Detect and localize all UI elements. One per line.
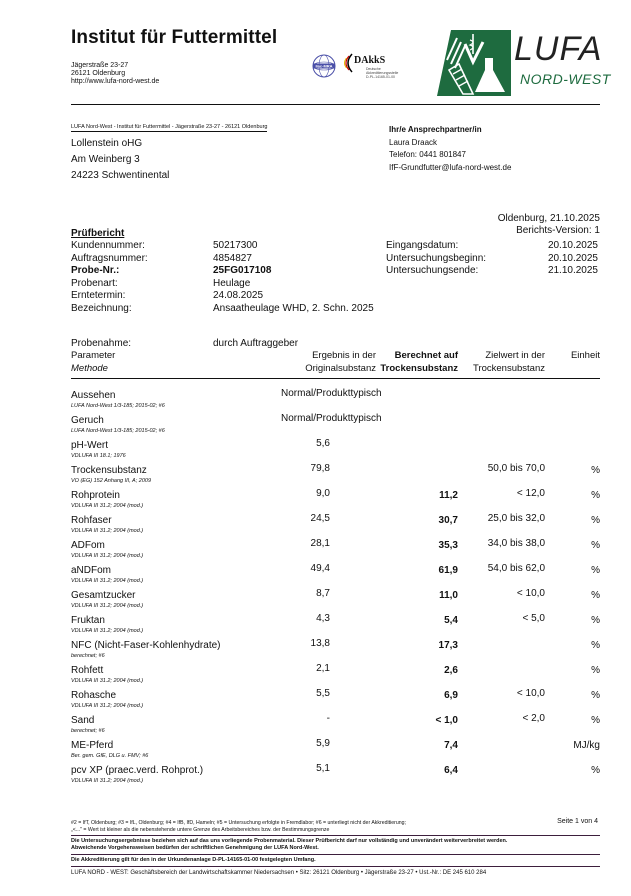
value-target: 50,0 bis 70,0 [487,463,545,474]
value-dry-matter: 2,6 [444,665,458,676]
parameter-method: VDLUFA III 31.2; 2004 (mod.) [71,628,144,634]
value-dry-matter: 11,2 [439,490,458,501]
parameter-name: aNDFom [71,565,112,576]
field-value: 25FG017108 [213,265,272,277]
parameter-method: VDLUFA III 31.2; 2004 (mod.) [71,678,144,684]
value-target: < 10,0 [516,588,545,599]
date-label: Untersuchungsende: [386,265,479,277]
parameter-method: LUFA Nord-West 1/3-185; 2015-02; #6 [71,403,165,409]
date-value: 20.10.2025 [547,240,598,251]
date-row [386,240,598,253]
value-target: < 5,0 [522,613,545,624]
recipient-name: Lollenstein oHG [71,138,143,149]
parameter-name: pcv XP (praec.verd. Rohprot.) [71,765,204,776]
value-dry-matter: 61,9 [438,565,458,576]
table-row [71,440,600,465]
value-unit: % [591,640,600,651]
table-row [71,715,600,740]
parameter-name: Trockensubstanz [71,465,147,476]
col-header-target [473,350,545,375]
notice-line: Die Untersuchungsergebnisse beziehen sich auf das uns vorliegende Probenmaterial. Dieser Prüfbericht darf nur vollständig und unverändert weiterverbreitet werden. [71,838,508,844]
col-header-original [305,350,376,375]
date-row [386,253,598,266]
dakks-subtext [366,67,398,79]
sender-line: LUFA Nord-West - Institut für Futtermittel - Jägerstraße 23-27 - 26121 Oldenburg [71,124,268,130]
field-row [71,265,374,278]
parameter-name: NFC (Nicht-Faser-Kohlenhydrate) [71,640,221,651]
field-label: Bezeichnung: [71,302,132,314]
address-city: 26121 Oldenburg [71,70,126,77]
footer-line: LUFA NORD - WEST: Geschäftsbereich der Landwirtschaftskammer Niedersachsen • Sitz: 26121 Oldenburg • Jägerstraße 23-27 • Ust.-Nr.: DE 245 610 284 [71,870,487,876]
value-dry-matter: 30,7 [438,515,458,526]
website-link[interactable]: http://www.lufa-nord-west.de [71,78,160,85]
table-row [71,540,600,565]
field-value: 4854827 [213,252,252,264]
field-row [71,290,374,303]
table-row [71,740,600,765]
table-row [71,465,600,490]
value-unit: MJ/kg [573,740,600,751]
field-value: Heulage [213,277,251,289]
table-row [71,615,600,640]
report-date: Oldenburg, 21.10.2025 [497,213,600,224]
dakks-name: DAkkS [354,55,386,66]
value-target: 25,0 bis 32,0 [487,513,545,524]
lufa-wordmark: LUFA [514,30,603,68]
parameter-method: LUFA Nord-West 1/3-185; 2015-02; #6 [71,428,165,434]
dakks-sub-line: Deutsche [366,67,381,71]
col-header-line: Originalsubstanz [305,362,376,374]
value-original: 5,1 [316,763,330,774]
value-dry-matter: 35,3 [438,540,458,551]
field-value: 24.08.2025 [213,290,264,302]
col-header-line: Ergebnis in der [312,350,376,361]
page-indicator: Seite 1 von 4 [557,818,598,825]
sampling-label: Probenahme: [71,338,132,349]
parameter-name: ADFom [71,540,105,551]
table-row [71,765,600,790]
value-unit: % [591,615,600,626]
parameter-method: VDLUFA III 31.2; 2004 (mod.) [71,603,144,609]
parameter-name: Rohprotein [71,490,120,501]
parameter-method: VDLUFA III 18.1; 1976 [71,453,126,459]
ilac-text: ilac-MRA [315,63,333,69]
dakks-logo [342,53,412,83]
parameter-name: ME-Pferd [71,740,114,751]
date-label: Untersuchungsbeginn: [386,252,487,264]
value-target: 54,0 bis 62,0 [487,563,545,574]
legend-line: #2 = IfT, Oldenburg; #3 = IfL, Oldenburg; #4 = IfB, IfD, Hameln; #5 = Untersuchung erfolgte in Fremdlabor; #6 = unterliegt nicht der Akkreditierung; [71,820,406,826]
contact-heading: Ihr/e Ansprechpartner/in [389,125,482,134]
table-row [71,665,600,690]
field-label: Probe-Nr.: [71,265,120,277]
col-header-line: Trockensubstanz [380,362,458,374]
field-row [71,303,374,316]
institute-address [71,62,159,86]
lufa-emblem-icon [437,30,511,96]
date-value: 21.10.2025 [547,265,598,277]
field-row [71,278,374,291]
date-label: Eingangsdatum: [386,240,459,251]
col-header-parameter: Parameter [71,350,116,361]
contact-email[interactable]: IfF-Grundfutter@lufa-nord-west.de [389,162,512,172]
address-street: Jägerstraße 23-27 [71,62,129,69]
value-original: 4,3 [316,613,330,624]
col-header-unit: Einheit [570,350,600,361]
parameter-method: VO (EG) 152 Anhang III, A; 2009 [71,478,151,484]
table-row [71,415,600,440]
col-header-method: Methode [71,363,108,374]
value-unit: % [591,465,600,476]
value-unit: % [591,715,600,726]
value-unit: % [591,690,600,701]
value-unit: % [591,665,600,676]
recipient-city: 24223 Schwentinental [71,170,170,181]
table-row [71,690,600,715]
parameter-method: Ber. gem. GfE, DLG u. FMV; #6 [71,753,149,759]
col-header-line: Zielwert in der [485,350,545,361]
dakks-sub-line: Akkreditierungsstelle [366,71,399,75]
date-value: 20.10.2025 [547,252,598,264]
parameter-method: VDLUFA III 31.2; 2004 (mod.) [71,553,144,559]
legend-line: „<..." = Wert ist kleiner als die nebenstehende untere Grenze des Arbeitsbereiches bzw. der Bestimmungsgrenze [71,826,330,833]
value-unit: % [591,590,600,601]
field-value: Ansaatheulage WHD, 2. Schn. 2025 [213,302,374,314]
header-divider [71,104,600,105]
value-original: 5,9 [316,738,330,749]
col-header-line: Trockensubstanz [473,362,545,374]
results-table-header [71,350,600,379]
dakks-sub-line: D-PL-14165-01-00 [366,75,395,79]
footer-divider [71,866,600,867]
field-label: Probenart: [71,277,118,289]
value-original: - [326,713,330,724]
parameter-method: VDLUFA III 31.2; 2004 (mod.) [71,503,144,509]
col-header-dry [380,350,458,375]
value-original: 49,4 [310,563,330,574]
ilac-mra-logo [311,54,337,78]
value-dry-matter: 6,9 [444,690,458,701]
value-target: < 10,0 [516,688,545,699]
parameter-name: Rohfett [71,665,104,676]
report-dates [386,240,598,278]
value-dry-matter: 17,3 [438,640,458,651]
value-original: 13,8 [310,638,330,649]
value-dry-matter: 11,0 [439,590,458,601]
report-heading: Prüfbericht [71,228,125,239]
field-label: Kundennummer: [71,240,145,251]
value-original: 2,1 [316,663,330,674]
footer-divider [71,854,600,855]
table-row [71,640,600,665]
table-row [71,590,600,615]
parameter-name: Sand [71,715,95,726]
parameter-method: VDLUFA III 31.2; 2004 (mod.) [71,703,144,709]
table-row [71,490,600,515]
table-row [71,390,600,415]
accreditation-note: Die Akkreditierung gilt für den in der Urkundenanlage D-PL-14165-01-00 festgelegten Umfang. [71,857,316,863]
field-label: Auftragsnummer: [71,252,148,264]
report-version: Berichts-Version: 1 [516,225,600,236]
lufa-nordwest-wordmark: NORD-WEST [520,71,611,87]
sampling-row [71,338,298,349]
parameter-method: VDLUFA III 31.2; 2004 (mod.) [71,528,144,534]
value-dry-matter: 6,4 [444,765,458,776]
value-unit: % [591,565,600,576]
value-unit: % [591,765,600,776]
value-unit: % [591,490,600,501]
value-dry-matter: 5,4 [444,615,458,626]
col-header-line: Berechnet auf [394,350,458,361]
field-label: Erntetermin: [71,290,126,302]
validity-notice [71,838,600,852]
parameter-name: pH-Wert [71,440,109,451]
parameter-method: VDLUFA III 31.2; 2004 (mod.) [71,778,144,784]
value-target: < 2,0 [522,713,545,724]
value-unit: % [591,515,600,526]
field-value: 50217300 [213,240,258,251]
recipient-street: Am Weinberg 3 [71,154,140,165]
notice-line: Abweichende Vorgehensweisen bedürfen der schriftlichen Genehmigung der LUFA Nord-West. [71,845,319,851]
parameter-name: Rohfaser [71,515,112,526]
parameter-name: Rohasche [71,690,117,701]
table-row [71,565,600,590]
sampling-value: durch Auftraggeber [213,338,299,349]
date-row [386,265,598,278]
value-original: 28,1 [310,538,330,549]
value-original: 9,0 [316,488,330,499]
parameter-name: Gesamtzucker [71,590,136,601]
parameter-name: Fruktan [71,615,105,626]
value-original: Normal/Produkttypisch [281,388,382,399]
contact-phone: Telefon: 0441 801847 [389,150,466,159]
value-original: 5,5 [316,688,330,699]
date-block [498,213,600,237]
contact-name: Laura Draack [389,137,438,147]
parameter-method: VDLUFA III 31.2; 2004 (mod.) [71,578,144,584]
parameter-name: Geruch [71,415,104,426]
value-original: 8,7 [316,588,330,599]
footer-divider [71,835,600,836]
parameter-method: berechnet; #6 [71,653,105,659]
value-target: 34,0 bis 38,0 [487,538,545,549]
value-original: 5,6 [316,438,330,449]
field-row [71,240,374,253]
contact-block [389,124,511,174]
value-original: Normal/Produkttypisch [281,413,382,424]
value-dry-matter: < 1,0 [435,715,458,726]
value-target: < 12,0 [516,488,545,499]
institute-title: Institut für Futtermittel [71,27,278,48]
parameter-name: Aussehen [71,390,116,401]
value-original: 24,5 [310,513,330,524]
value-unit: % [591,540,600,551]
value-dry-matter: 7,4 [444,740,458,751]
field-row [71,253,374,266]
table-row [71,515,600,540]
results-table-body [71,390,600,790]
legend [71,820,600,833]
parameter-method: berechnet; #6 [71,728,105,734]
recipient-address [71,136,169,184]
report-fields [71,240,374,316]
value-original: 79,8 [310,463,330,474]
